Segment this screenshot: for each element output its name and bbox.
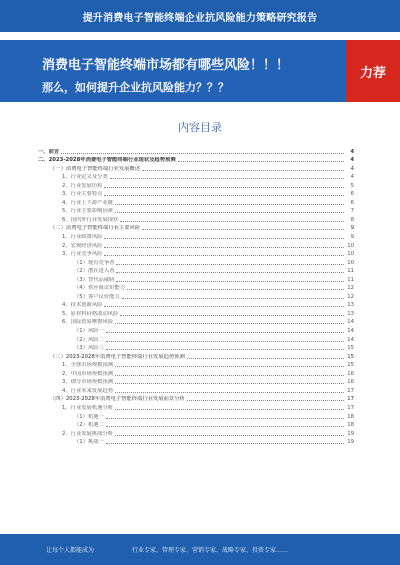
toc-entry-text: 3、行业竞争风险 [62, 251, 103, 258]
toc-leader-dots [104, 187, 344, 188]
toc-entry-text: 4、行业上下游产业链 [62, 199, 114, 206]
toc-entry-text: 5、原材料价格波动风险 [62, 310, 119, 317]
toc-leader-dots [115, 409, 344, 410]
toc-entry-text: 二、2023-2028年消费电子智能终端行业现状及趋势预测 [38, 157, 176, 164]
toc-leader-dots [115, 204, 344, 205]
toc-leader-dots [116, 272, 344, 273]
toc-entry[interactable] [38, 146, 354, 155]
toc-page-number: 12 [347, 285, 354, 292]
toc-entry-text: 1、全球市场规模预测 [62, 362, 114, 369]
toc-page-number: 4 [350, 157, 354, 164]
toc-entry[interactable] [38, 411, 354, 420]
toc-page-number: 6 [350, 199, 354, 206]
toc-leader-dots [120, 221, 344, 222]
toc-entry-text: 2、中国市场规模预测 [62, 370, 114, 377]
toc-entry-text: 2、行业发展历程 [62, 182, 103, 189]
toc-leader-dots [116, 264, 344, 265]
toc-entry[interactable] [38, 428, 354, 437]
toc-page-number: 10 [347, 242, 354, 249]
toc-leader-dots [142, 170, 344, 171]
footer-slogan: 让每个人都能成为 [46, 547, 95, 554]
toc-page-number: 11 [347, 276, 354, 283]
toc-entry-text: 4、行业未来发展趋势 [62, 387, 114, 394]
toc-entry-text: 3、细分市场规模预测 [62, 379, 114, 386]
toc-entry[interactable] [38, 155, 354, 164]
toc-page-number: 10 [347, 251, 354, 258]
banner-question-1: 消费电子智能终端市场都有哪些风险！！！ [42, 58, 290, 73]
toc-leader-dots [61, 153, 344, 154]
toc-entry[interactable] [38, 283, 354, 292]
toc-entry[interactable] [38, 266, 354, 275]
toc-page-number: 8 [350, 216, 354, 223]
toc-entry-text: （三）2023-2028年消费电子智能终端行业发展趋势预测 [50, 353, 185, 360]
toc-heading: 内容目录 [178, 121, 222, 134]
banner-question-2: 那么，如何提升企业抗风险能力？？？ [42, 81, 229, 94]
report-title: 提升消费电子智能终端企业抗风险能力策略研究报告 [82, 12, 318, 24]
toc-entry[interactable] [38, 368, 354, 377]
toc-leader-dots [106, 341, 344, 342]
toc-entry-text: 2、宏观经济风险 [62, 242, 103, 249]
toc-leader-dots [104, 247, 344, 248]
toc-page-number: 18 [347, 413, 354, 420]
toc-entry-text: 5、行业主要影响因素 [62, 208, 114, 215]
toc-entry[interactable] [38, 291, 354, 300]
toc-entry[interactable] [38, 300, 354, 309]
toc-entry[interactable] [38, 351, 354, 360]
toc-leader-dots [110, 178, 344, 179]
toc-entry[interactable] [38, 437, 354, 446]
toc-entry[interactable] [38, 343, 354, 352]
recommend-badge: 力荐 [346, 40, 400, 102]
toc-entry-text: 6、国内外行业发展现状 [62, 216, 119, 223]
toc-page-number: 14 [347, 328, 354, 335]
toc-entry[interactable] [38, 231, 354, 240]
footer-roles: 行业专家、管理专家、营销专家、战略专家、投资专家…… [132, 547, 289, 554]
toc-page-number: 6 [350, 191, 354, 198]
toc-leader-dots [104, 238, 344, 239]
toc-entry[interactable] [38, 163, 354, 172]
toc-leader-dots [115, 212, 344, 213]
footer-bar [0, 534, 400, 565]
toc-entry-text: （4）供应商议价能力 [74, 285, 126, 292]
toc-entry[interactable] [38, 325, 354, 334]
toc-page-number: 17 [347, 404, 354, 411]
toc-page-number: 14 [347, 319, 354, 326]
toc-entry[interactable] [38, 180, 354, 189]
toc-page-number: 13 [347, 302, 354, 309]
toc-leader-dots [106, 349, 344, 350]
toc-page-number: 19 [347, 430, 354, 437]
toc-page-number: 17 [347, 396, 354, 403]
toc-entry[interactable] [38, 274, 354, 283]
toc-entry-text: 1、行业政策风险 [62, 234, 103, 241]
toc-leader-dots [104, 306, 344, 307]
toc-leader-dots [115, 375, 344, 376]
toc-entry[interactable] [38, 308, 354, 317]
toc-entry[interactable] [38, 334, 354, 343]
toc-entry-text: （2）机遇二 [74, 422, 104, 429]
toc-entry-text: 4、技术创新风险 [62, 302, 103, 309]
report-header-bar [0, 0, 400, 32]
toc-page-number: 17 [347, 387, 354, 394]
toc-leader-dots [115, 383, 344, 384]
toc-leader-dots [106, 426, 344, 427]
table-of-contents [38, 146, 354, 445]
toc-entry-text: （2）风险二 [74, 336, 104, 343]
toc-leader-dots [120, 315, 344, 316]
toc-page-number: 12 [347, 293, 354, 300]
toc-leader-dots [115, 392, 344, 393]
toc-entry[interactable] [38, 317, 354, 326]
toc-page-number: 9 [350, 234, 354, 241]
toc-page-number: 19 [347, 439, 354, 446]
toc-entry[interactable] [38, 172, 354, 181]
toc-entry[interactable] [38, 197, 354, 206]
toc-entry-text: 一、前言 [38, 148, 60, 155]
toc-entry-text: 2、行业发展挑战分析 [62, 430, 114, 437]
toc-leader-dots [187, 358, 344, 359]
toc-entry-text: （5）客户议价能力 [74, 293, 120, 300]
toc-page-number: 15 [347, 362, 354, 369]
question-banner [0, 40, 400, 102]
toc-entry-text: （3）风险三 [74, 345, 104, 352]
toc-entry-text: （2）潜在进入者 [74, 268, 115, 275]
toc-page-number: 10 [347, 259, 354, 266]
toc-entry[interactable] [38, 385, 354, 394]
toc-page-number: 4 [350, 148, 354, 155]
toc-entry-text: （二）消费电子智能终端行业主要风险 [50, 225, 141, 232]
toc-page-number: 13 [347, 310, 354, 317]
toc-leader-dots [104, 195, 344, 196]
toc-entry[interactable] [38, 257, 354, 266]
toc-entry-text: （1）现有竞争者 [74, 259, 115, 266]
toc-leader-dots [122, 298, 344, 299]
toc-entry[interactable] [38, 223, 354, 232]
toc-entry[interactable] [38, 402, 354, 411]
toc-leader-dots [115, 435, 344, 436]
toc-page-number: 16 [347, 370, 354, 377]
toc-entry[interactable] [38, 377, 354, 386]
toc-entry-text: 6、国际贸易摩擦风险 [62, 319, 114, 326]
toc-page-number: 15 [347, 353, 354, 360]
toc-entry-text: （1）挑战一 [74, 439, 104, 446]
toc-page-number: 15 [347, 345, 354, 352]
toc-entry-text: 1、行业发展机遇分析 [62, 404, 114, 411]
toc-entry[interactable] [38, 240, 354, 249]
toc-entry-text: （3）替代品威胁 [74, 276, 115, 283]
toc-entry[interactable] [38, 189, 354, 198]
toc-page-number: 18 [347, 422, 354, 429]
toc-leader-dots [104, 255, 344, 256]
toc-entry-text: （1）机遇一 [74, 413, 104, 420]
toc-entry[interactable] [38, 420, 354, 429]
toc-page-number: 7 [350, 208, 354, 215]
toc-leader-dots [115, 366, 344, 367]
toc-entry-text: （一）消费电子智能终端行业发展概述 [50, 165, 141, 172]
toc-entry-text: 3、行业主要特点 [62, 191, 103, 198]
toc-page-number: 16 [347, 379, 354, 386]
toc-entry[interactable] [38, 214, 354, 223]
toc-page-number: 5 [350, 182, 354, 189]
toc-entry[interactable] [38, 206, 354, 215]
toc-page-number: 9 [350, 225, 354, 232]
toc-page-number: 4 [350, 174, 354, 181]
toc-entry[interactable] [38, 360, 354, 369]
toc-leader-dots [187, 400, 344, 401]
toc-leader-dots [106, 443, 344, 444]
toc-entry[interactable] [38, 249, 354, 258]
toc-page-number: 4 [350, 165, 354, 172]
toc-entry-text: 1、行业定义及分类 [62, 174, 108, 181]
toc-leader-dots [178, 161, 344, 162]
toc-entry[interactable] [38, 394, 354, 403]
toc-leader-dots [115, 323, 344, 324]
toc-entry-text: （1）风险一 [74, 328, 104, 335]
toc-page-number: 11 [347, 268, 354, 275]
toc-entry-text: （四）2023-2028年消费电子智能终端行业发展前景分析 [50, 396, 185, 403]
toc-page-number: 14 [347, 336, 354, 343]
toc-leader-dots [116, 281, 344, 282]
toc-leader-dots [127, 289, 344, 290]
toc-leader-dots [106, 418, 344, 419]
toc-leader-dots [142, 229, 344, 230]
toc-leader-dots [106, 332, 344, 333]
